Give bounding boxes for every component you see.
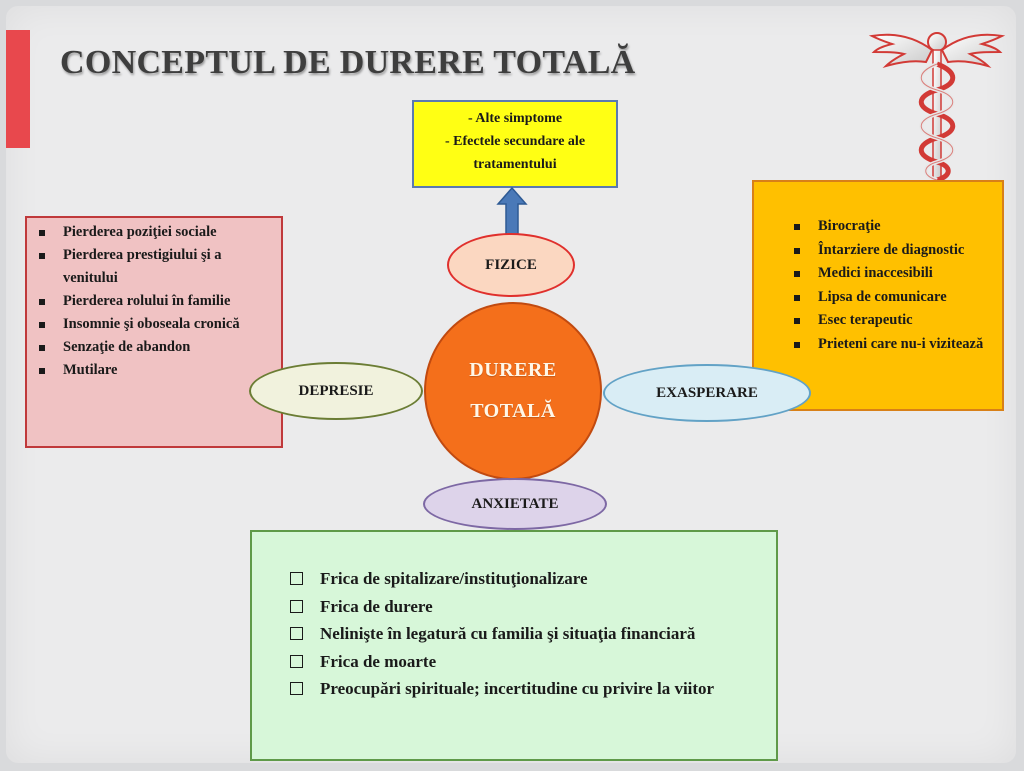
oval-depresie: DEPRESIE	[249, 362, 423, 420]
list-item: Esec terapeutic	[818, 309, 996, 333]
list-item: - Alte simptome	[467, 111, 563, 126]
center-label-line2: TOTALĂ	[470, 400, 556, 422]
oval-exasperare: EXASPERARE	[603, 364, 811, 422]
depression-causes-box	[25, 216, 283, 448]
up-arrow-icon	[496, 186, 528, 238]
list-item: Pierderea poziţiei sociale	[63, 221, 275, 244]
slide	[6, 6, 1016, 763]
anxiety-causes-box	[250, 530, 778, 761]
list-item: Mutilare	[63, 359, 275, 382]
list-item: Întarziere de diagnostic	[818, 239, 996, 263]
list-item: Medici inaccesibili	[818, 262, 996, 286]
list-item: Lipsa de comunicare	[818, 286, 996, 310]
physical-symptoms-box	[412, 100, 618, 188]
oval-fizice: FIZICE	[447, 233, 575, 297]
list-item: Senzaţie de abandon	[63, 336, 275, 359]
list-item: Birocraţie	[818, 215, 996, 239]
list-item: Pierderea rolului în familie	[63, 290, 275, 313]
caduceus-icon	[866, 20, 1008, 192]
list-item: Prieteni care nu-i vizitează	[818, 333, 996, 357]
list-item: Frica de durere	[320, 593, 766, 621]
list-item: Insomnie şi oboseala cronică	[63, 313, 275, 336]
list-item: Nelinişte în legatură cu familia şi situaţia financiară	[320, 620, 766, 648]
list-item: - Efectele secundare ale	[444, 134, 586, 149]
list-item: Pierderea prestigiului şi a venitului	[63, 244, 275, 290]
list-item: Frica de spitalizare/instituţionalizare	[320, 565, 766, 593]
page-title: CONCEPTUL DE DURERE TOTALĂ	[60, 44, 636, 81]
list-item: Preocupări spirituale; incertitudine cu privire la viitor	[320, 675, 766, 703]
list-item: tratamentului	[473, 157, 557, 172]
center-circle	[424, 302, 602, 480]
list-item: Frica de moarte	[320, 648, 766, 676]
accent-bar	[6, 30, 30, 148]
oval-anxietate: ANXIETATE	[423, 478, 607, 530]
center-label-line1: DURERE	[469, 359, 557, 381]
